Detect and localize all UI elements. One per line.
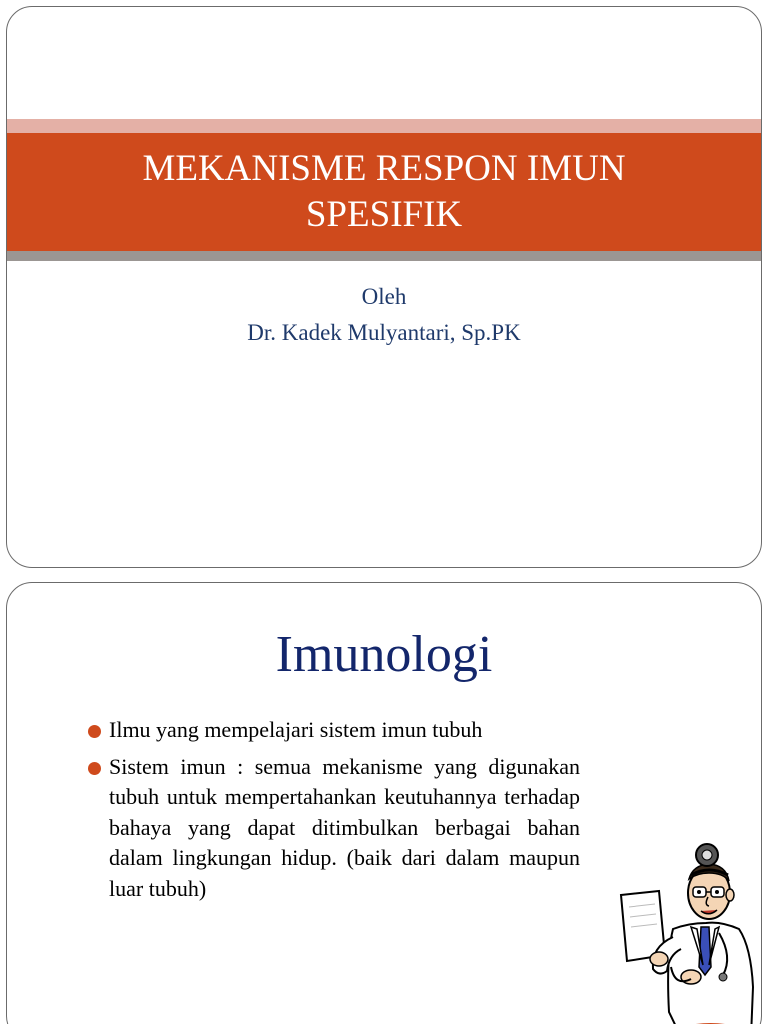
slide-title: MEKANISME RESPON IMUN SPESIFIK bbox=[142, 148, 626, 235]
subtitle-block bbox=[7, 279, 761, 351]
title-banner bbox=[7, 133, 761, 251]
bullet-text: Ilmu yang mempelajari sistem imun tubuh bbox=[109, 717, 483, 742]
doctor-illustration bbox=[611, 837, 761, 1024]
bullet-dot-icon bbox=[88, 725, 101, 738]
bullet-list bbox=[85, 715, 580, 910]
title-slide bbox=[6, 6, 762, 568]
banner-top-stripe bbox=[7, 119, 761, 133]
by-label: Oleh bbox=[361, 284, 407, 309]
bullet-item bbox=[85, 715, 580, 746]
content-slide-title: Imunologi bbox=[275, 626, 493, 683]
bullet-item bbox=[85, 752, 580, 905]
author-name: Dr. Kadek Mulyantari, Sp.PK bbox=[247, 320, 521, 345]
banner-bottom-stripe bbox=[7, 251, 761, 261]
bullet-dot-icon bbox=[88, 762, 101, 775]
content-slide bbox=[6, 582, 762, 1024]
bullet-text: Sistem imun : semua mekanisme yang digunakan tubuh untuk mempertahankan keutuhannya terhadap bahaya yang dapat ditimbulkan berbagai bahan dalam lingkungan hidup. (baik dari dalam maupun luar tubuh) bbox=[109, 753, 580, 901]
